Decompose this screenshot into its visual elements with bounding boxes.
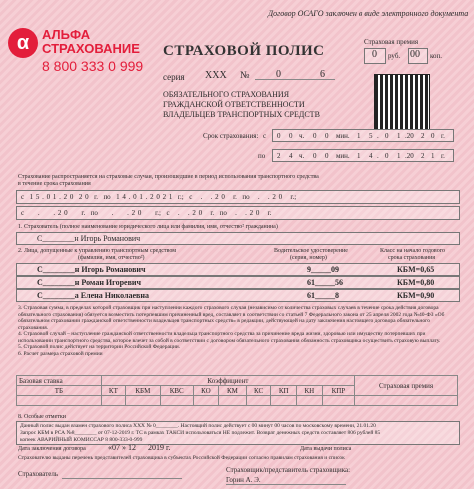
- contract-date-value: «07 » 12 2019 г.: [108, 443, 171, 452]
- term-to-mo2: 1: [397, 152, 401, 160]
- term-from-m1: 0: [313, 132, 317, 140]
- info-section: [18, 305, 458, 357]
- license-label-1: Водительское удостоверение: [274, 248, 348, 254]
- term-to-m2: 0: [325, 152, 329, 160]
- driver-1-license: 9_____09: [307, 265, 339, 274]
- col-kbm: КБМ: [126, 386, 161, 396]
- brand-phone: 8 800 333 0 999: [42, 58, 144, 74]
- premium-label: Страховая премия: [364, 38, 419, 46]
- brand-name: [42, 28, 140, 56]
- term-from-mo1: 0: [385, 132, 389, 140]
- driver-row: [16, 263, 460, 276]
- special-line-2: Запрос КБМ в РСА №8________ от 07-12-2019 г. ТС в рамках ТАКСИ использоваться НЕ подлежит. Возврат денежных средств составляет 806 рублей 85: [20, 430, 381, 436]
- insurer-signature-label: Страхователь: [18, 470, 59, 478]
- term-to-y2: 1: [431, 152, 435, 160]
- contract-date-label: Дата заключения договора: [18, 446, 86, 452]
- premium-kop-label: коп.: [430, 52, 443, 60]
- term-from-y1: 2: [421, 132, 425, 140]
- brand-line-1: АЛЬФА: [42, 27, 91, 42]
- premium-table: [16, 375, 458, 406]
- series-value: ХХХ: [205, 70, 227, 81]
- term-from-d1: 1: [357, 132, 361, 140]
- license-label: [274, 248, 348, 262]
- term-from-m-label: мин.: [336, 132, 350, 140]
- col-ko: КО: [193, 386, 218, 396]
- driver-row: [16, 289, 460, 302]
- base-label: Базовая ставка: [17, 376, 102, 386]
- term-from-h2: 0: [289, 132, 293, 140]
- subtitle-line-3: ВЛАДЕЛЬЦЕВ ТРАНСПОРТНЫХ СРЕДСТВ: [163, 110, 320, 119]
- number-value: 0: [276, 69, 281, 80]
- driver-row: [16, 276, 460, 289]
- term-to-box: [272, 149, 454, 162]
- drivers-label-1: 2. Лица, допущенные к управлению транспортным средством: [18, 248, 177, 254]
- term-from-box: [272, 129, 454, 142]
- driver-1-class: КБМ=0,65: [397, 265, 435, 274]
- col-km: КМ: [219, 386, 247, 396]
- term-from-suffix: г.: [441, 132, 445, 140]
- term-to-suffix: г.: [441, 152, 445, 160]
- col-kt: КТ: [101, 386, 125, 396]
- class-label-1: Класс на начало годового: [380, 248, 446, 254]
- brand-logo-icon: α: [8, 28, 38, 58]
- term-to-century: .20: [405, 152, 414, 160]
- col-tb: ТБ: [17, 386, 102, 396]
- driver-1-name: С________н Игорь Романович: [37, 265, 146, 274]
- term-from-label: с: [263, 132, 267, 140]
- term-from-h-label: ч.: [299, 132, 305, 140]
- term-to-y1: 2: [421, 152, 425, 160]
- col-ks: КС: [246, 386, 271, 396]
- info-p4: 4. Страховой случай – наступление гражданской ответственности владельца транспортного средства за причинение вреда жизни, здоровью или имуществу потерпевших при использовании транспортного средства, которое влечет за собой в соответствии с договором обязательного страхования обязанность страховщика осуществить страховую выплату.: [18, 331, 441, 344]
- term-to-dot: .: [377, 152, 379, 160]
- period-label-2: в течение срока страхования: [18, 181, 91, 187]
- special-line-3: копеек АВАРИЙНЫЙ КОМИССАР 8 800-333-0-999: [20, 437, 143, 443]
- special-label: 8. Особые отметки: [18, 414, 66, 420]
- page-title: СТРАХОВОЙ ПОЛИС: [163, 43, 325, 59]
- term-label: Срок страхования:: [203, 132, 259, 140]
- insurer-label: 1. Страхователь (полное наименование юридического лица или фамилия, имя, отчество² гражданина): [18, 224, 278, 230]
- info-p3: 3. Страховая сумма, в пределах которой страховщик при наступлении каждого страхового случая (независимо от количества страховых случаев в течение срока действия договора обязательного страхования) обязуется возместить потерпевшим причиненный вред, составляет в соответствии со статьей 7 Федерального закона от 25 апреля 2002 года №40-ФЗ «Об обязательном страховании гражданской ответственности владельцев транспортных средств» в редакции, действующей на дату заключения настоящего договора обязательного страхования.: [18, 305, 445, 331]
- term-to-d2: 4: [369, 152, 373, 160]
- term-from-dot: .: [377, 132, 379, 140]
- agent-label: Страховщик/представитель страховщика:: [226, 466, 351, 474]
- agent-signature-line: [226, 484, 346, 485]
- term-from-century: .20: [405, 132, 414, 140]
- special-box: [16, 421, 460, 445]
- number-value-end: 6: [320, 69, 325, 80]
- term-to-m1: 0: [313, 152, 317, 160]
- policy-subtitle: [163, 90, 320, 120]
- special-text: [20, 423, 456, 444]
- driver-3-class: КБМ=0,90: [397, 291, 435, 300]
- col-kpr: КПР: [322, 386, 354, 396]
- term-from-mo2: 1: [397, 132, 401, 140]
- agent-name: Горин А. Э.: [226, 476, 261, 484]
- premium-rub-label: руб.: [388, 52, 401, 60]
- insurer-signature-line: [62, 478, 182, 479]
- period-label-1: Страхование распространяется на страховые случаи, произошедшие в период использования транспортного средства: [18, 174, 319, 180]
- term-to-mo1: 0: [385, 152, 389, 160]
- footer-note: Страхователю выданы перечень представителей страховщика в субъектах Российской Федерации согласно правилам страхования и список: [18, 455, 345, 461]
- term-to-m-label: мин.: [336, 152, 350, 160]
- period-row-1-text: с 1 5 . 0 1 . 2 0 2 0 г. по 1 4 . 0 1 . 2 0 2 1 г.; с . . 2 0 г. по . . 2 0 г.;: [21, 193, 297, 201]
- coef-label: Коэффициент: [101, 376, 354, 386]
- term-from-d2: 5: [369, 132, 373, 140]
- class-label: [380, 248, 445, 262]
- info-p5: 5. Страховой полис действует на территории Российской Федерации.: [18, 344, 181, 350]
- subtitle-line-2: ГРАЖДАНСКОЙ ОТВЕТСТВЕННОСТИ: [163, 100, 305, 109]
- col-kvs: КВС: [160, 386, 193, 396]
- term-to-h1: 2: [277, 152, 281, 160]
- insurer-value: С________н Игорь Романович: [37, 234, 141, 243]
- subtitle-line-1: ОБЯЗАТЕЛЬНОГО СТРАХОВАНИЯ: [163, 90, 290, 99]
- premium-rub: 0: [372, 49, 377, 60]
- premium-col-label: Страховая премия: [355, 376, 458, 396]
- special-line-1: Данный полис выдан взамен страхового полиса ХХХ № 0________. Настоящий полис действует с 00 минут 00 часов по московскому времени, 21.01.20: [20, 423, 376, 429]
- license-label-2: (серия, номер): [290, 255, 327, 261]
- term-from-m2: 0: [325, 132, 329, 140]
- class-label-2: срока страхования: [388, 255, 436, 261]
- term-to-d1: 1: [357, 152, 361, 160]
- electronic-note: Договор ОСАГО заключен в виде электронного документа: [268, 9, 469, 18]
- col-kn: КН: [297, 386, 323, 396]
- brand-line-2: СТРАХОВАНИЕ: [42, 41, 140, 56]
- drivers-label: [18, 248, 176, 262]
- premium-kop: 00: [410, 49, 420, 60]
- driver-2-class: КБМ=0,80: [397, 278, 435, 287]
- col-kp: КП: [271, 386, 297, 396]
- term-from-y2: 0: [431, 132, 435, 140]
- qr-code-icon: [374, 74, 430, 130]
- number-label: №: [240, 70, 250, 81]
- period-row-1: [16, 190, 460, 204]
- info-p6: 6. Расчет размера страховой премии: [18, 350, 103, 357]
- driver-2-license: 61_____56: [307, 278, 343, 287]
- term-to-label: по: [258, 152, 266, 160]
- driver-3-name: С________а Елена Николаевна: [37, 291, 149, 300]
- period-label: [18, 174, 458, 188]
- period-row-2-text: с . . 2 0 г. по . . 2 0 г.; с . . 2 0 г. по . . 2 0 г.: [21, 209, 272, 217]
- insurer-box: [16, 232, 460, 245]
- period-row-2: [16, 206, 460, 220]
- term-from-h1: 0: [277, 132, 281, 140]
- table-row: [17, 396, 102, 406]
- driver-3-license: 61_____8: [307, 291, 339, 300]
- driver-2-name: С________н Роман Игоревич: [37, 278, 142, 287]
- series-label: серия: [163, 72, 185, 82]
- issue-date-label: Дата выдачи полиса: [300, 446, 352, 452]
- drivers-label-2: (фамилия, имя, отчество²): [78, 255, 145, 261]
- term-to-h-label: ч.: [299, 152, 305, 160]
- term-to-h2: 4: [289, 152, 293, 160]
